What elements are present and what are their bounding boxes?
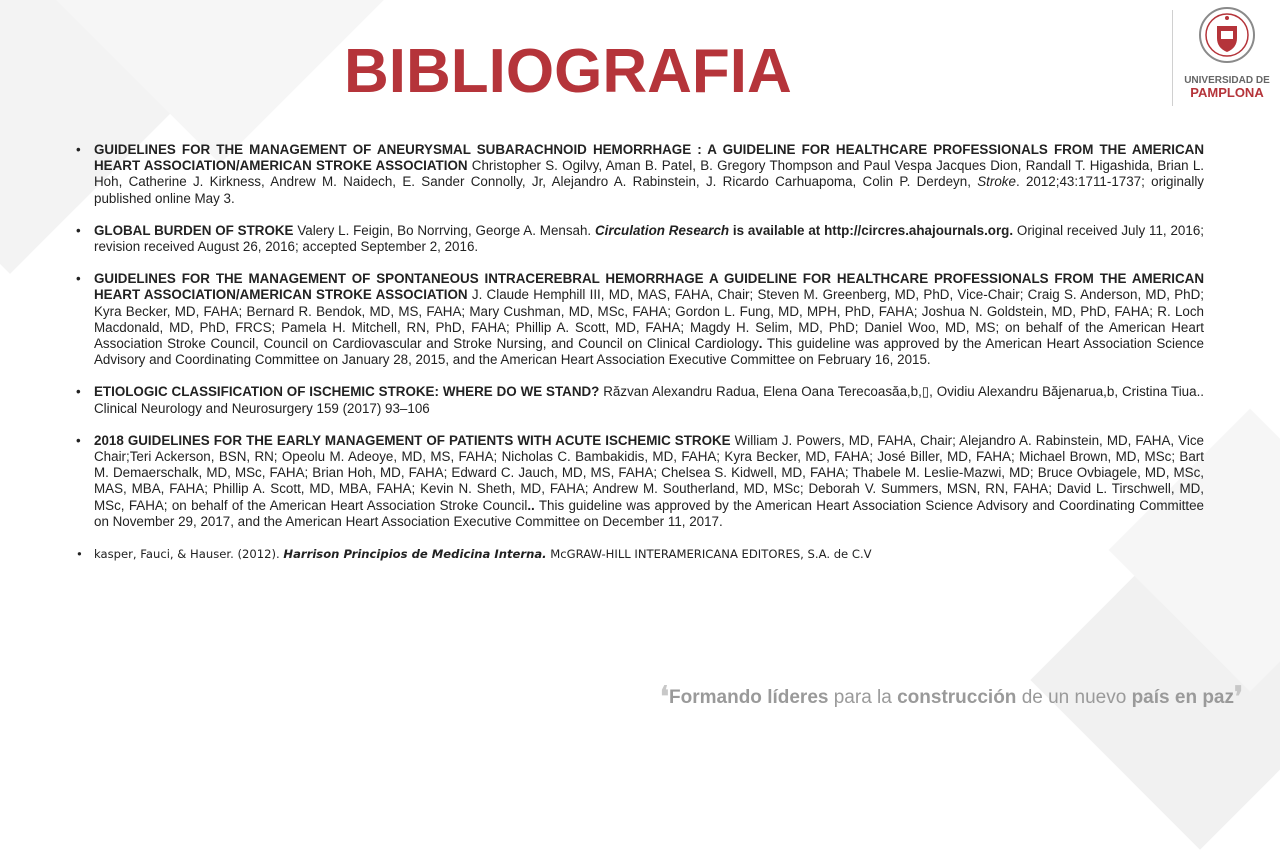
logo-university-label: UNIVERSIDAD DE [1184,75,1270,86]
reference-item [76,433,1204,530]
reference-journal: Circulation Research [595,222,730,238]
reference-list [76,142,1204,578]
reference-tail: . 2012;43:1711-1737; originally published online May 3. [94,174,1204,206]
reference-tail: This guideline was approved by the American Heart Association Science Advisory and Coordinating Committee on January 28, 2015, and the American Heart Association Executive Committee on February 16, 2015. [94,336,1205,368]
reference-item [76,223,1204,255]
quote-close-icon: ❜ [1234,681,1244,712]
reference-item [76,142,1204,207]
quote-open-icon: ❛ [660,681,670,712]
reference-period: . [758,336,763,352]
logo-university-name: PAMPLONA [1190,85,1264,100]
reference-heading: GLOBAL BURDEN OF STROKE [94,222,294,238]
university-seal-icon [1198,6,1256,66]
logo-divider [1172,10,1173,106]
reference-authors: William J. Powers, MD, FAHA, Chair; Alejandro A. Rabinstein, MD, FAHA, Vice Chair;Teri Ackerson, BSN, RN; Opeolu M. Adeoye, MD, MS, FAHA; Nicholas C. Bambakidis, MD, FAHA; Kyra Becker, MD, FAHA; José Biller, MD, FAHA; Michael Brown, MD, MSc; Bart M. Demaerschalk, MD, MSc, FAHA; Brian Hoh, MD, FAHA; Edward C. Jauch, MD, MS, FAHA; Chelsea S. Kidwell, MD, FAHA; Thabele M. Leslie-Mazwi, MD; Bruce Ovbiagele, MD, MSc, MAS, MBA, FAHA; Phillip A. Scott, MD, MBA, FAHA; Kevin N. Sheth, MD, FAHA; Andrew M. Southerland, MD, MSc; Deborah V. Summers, MSN, RN, FAHA; David L. Tirschwell, MD, MSc, FAHA; on behalf of the American Heart Association Stroke Council [94,432,1204,513]
university-logo [1182,6,1272,100]
reference-authors: J. Claude Hemphill III, MD, MAS, FAHA, Chair; Steven M. Greenberg, MD, PhD, Vice-Chair; Craig S. Anderson, MD, PhD; Kyra Becker, MD, FAHA; Bernard R. Bendok, MD, MS, FAHA; Mary Cushman, MD, MSc, FAHA; Gordon L. Fung, MD, MPH, PhD, FAHA; Joshua N. Goldstein, MD, PhD, FAHA; R. Loch Macdonald, MD, PhD, FRCS; Pamela H. Mitchell, RN, PhD, FAHA; Phillip A. Scott, MD, FAHA; Magdy H. Selim, MD, PhD; Daniel Woo, MD, MS; on behalf of the American Heart Association Stroke Council, Council on Cardiovascular and Stroke Nursing, and Council on Clinical Cardiology [94,287,1205,352]
page-title: BIBLIOGRAFIA [344,37,792,106]
reference-journal: Harrison Principios de Medicina Interna. [283,547,547,562]
reference-tail: This guideline was approved by the American Heart Association Science Advisory and Coordinating Committee on November 29, 2017, and the American Heart Association Executive Committee on December 11, 2017. [94,497,1204,529]
reference-authors: Răzvan Alexandru Radua, Elena Oana Terecoasăa,b,▯, Ovidiu Alexandru Băjenarua,b, Cristina Tiua.. Clinical Neurology and Neurosurgery 159 (2017) 93–106 [94,384,1205,416]
reference-journal: Stroke [977,174,1016,190]
slogan-part: para la [828,687,898,708]
reference-heading: 2018 GUIDELINES FOR THE EARLY MANAGEMENT OF PATIENTS WITH ACUTE ISCHEMIC STROKE [94,432,731,448]
reference-item [76,271,1204,368]
reference-authors: kasper, Fauci, & Hauser. (2012). [94,547,284,562]
reference-heading: ETIOLOGIC CLASSIFICATION OF ISCHEMIC STROKE: WHERE DO WE STAND? [94,384,600,400]
slogan-part: construcción [897,687,1017,708]
reference-item [76,546,1204,562]
footer-slogan [660,680,1243,713]
reference-authors: Valery L. Feigin, Bo Norrving, George A. Mensah. [293,222,595,238]
reference-tail: McGRAW-HILL INTERAMERICANA EDITORES, S.A. de C.V [546,547,872,562]
reference-availability: is available at http://circres.ahajournals.org. [729,222,1014,238]
reference-item [76,384,1204,416]
reference-heading: GUIDELINES FOR THE MANAGEMENT OF ANEURYSMAL SUBARACHNOID HEMORRHAGE : A GUIDELINE FOR HEALTHCARE PROFESSIONALS FROM THE AMERICAN HEART ASSOCIATION/AMERICAN STROKE ASSOCIATION [94,142,1204,174]
slogan-part: país en paz [1131,687,1234,708]
reference-tail: Original received July 11, 2016; revision received August 26, 2016; accepted September 2, 2016. [94,222,1204,255]
slogan-part: Formando líderes [669,687,829,708]
reference-period: .. [527,497,535,513]
slogan-part: de un nuevo [1016,687,1132,708]
reference-heading: GUIDELINES FOR THE MANAGEMENT OF SPONTANEOUS INTRACEREBRAL HEMORRHAGE A GUIDELINE FOR HEALTHCARE PROFESSIONALS FROM THE AMERICAN HEART ASSOCIATION/AMERICAN STROKE ASSOCIATION [94,271,1204,303]
reference-authors: Christopher S. Ogilvy, Aman B. Patel, B. Gregory Thompson and Paul Vespa Jacques Dion, Randall T. Higashida, Brian L. Hoh, Catherine J. Kirkness, Andrew M. Naidech, E. Sander Connolly, Jr, Alejandro A. Rabinstein, J. Ricardo Carhuapoma, Colin P. Derdeyn, [94,158,1204,190]
